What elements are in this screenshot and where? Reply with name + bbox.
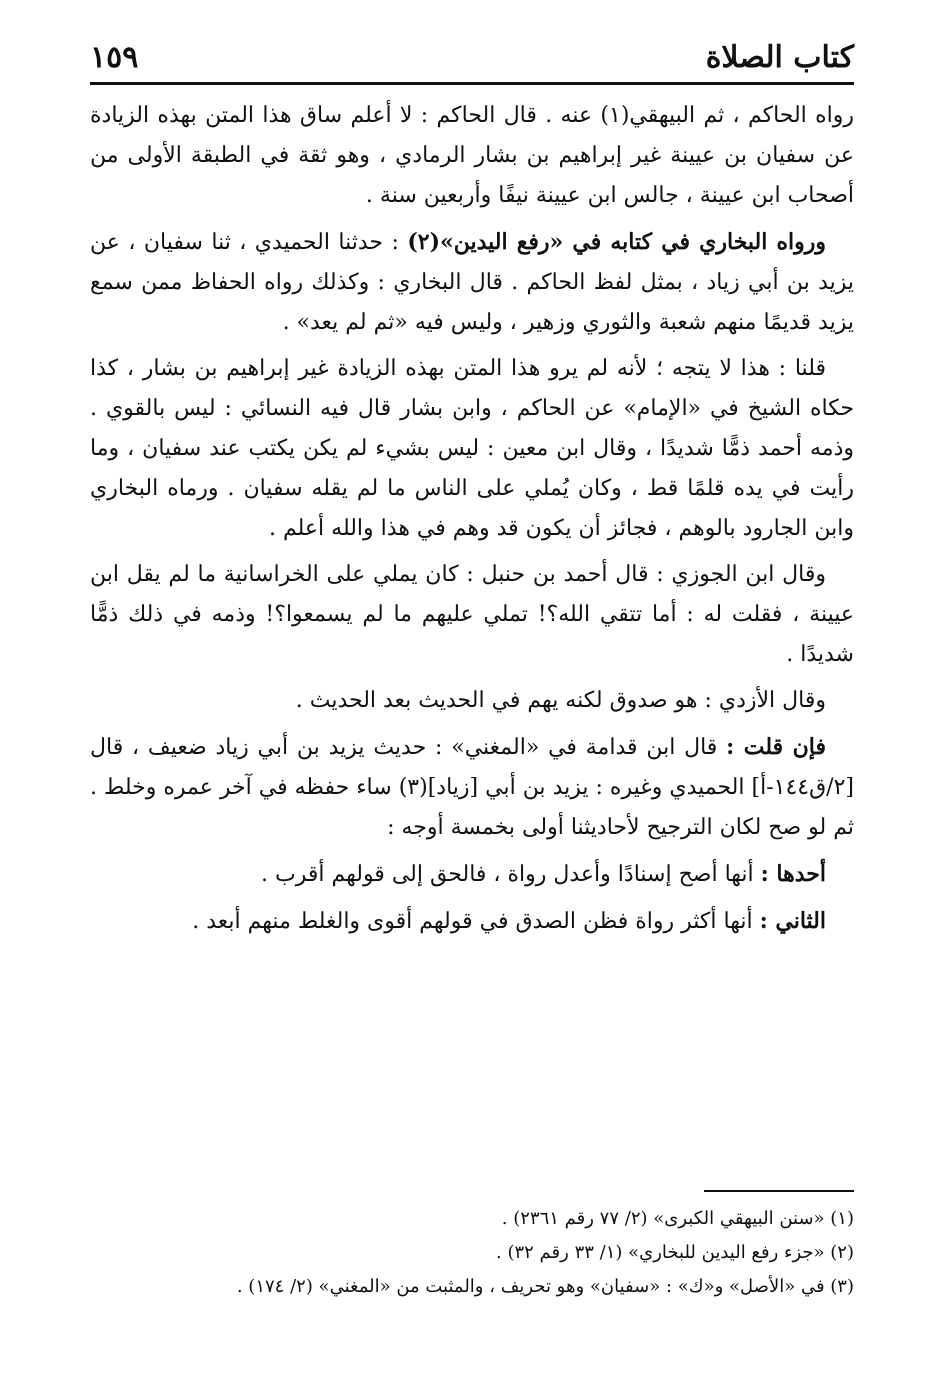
paragraph-text: : حدثنا الحميدي ، ثنا سفيان ، عن يزيد بن أبي زياد ، بمثل لفظ الحاكم . قال البخاري : وكذلك رواه الحفاظ ممن سمع يزيد قديمًا منهم شعبة والثوري وزهير ، وليس فيه «ثم لم يعد» . <box>90 230 854 335</box>
paragraph-1 <box>90 96 854 216</box>
main-text <box>90 96 854 948</box>
paragraph-4 <box>90 555 854 675</box>
paragraph-text: قال ابن قدامة في «المغني» : حديث يزيد بن أبي زياد ضعيف ، قال [٢/ق١٤٤-أ] الحميدي وغيره : يزيد بن أبي [زياد](٣) ساء حفظه في آخر عمره وخلط . ثم لو صح لكان الترجيح لأحاديثنا أولى بخمسة أوجه : <box>90 735 854 840</box>
paragraph-lead: فإن قلت : <box>726 734 826 760</box>
running-header <box>90 38 854 85</box>
chapter-title: كتاب الصلاة <box>705 40 854 75</box>
paragraph-text: أنها أكثر رواة فظن الصدق في قولهم أقوى والغلط منهم أبعد . <box>192 909 760 934</box>
paragraph-text: رواه الحاكم ، ثم البيهقي(١) عنه . قال الحاكم : لا أعلم ساق هذا المتن بهذه الزيادة عن سفيان بن عيينة غير إبراهيم بن بشار الرمادي ، وهو ثقة في الطبقة الأولى من أصحاب ابن عيينة ، جالس ابن عيينة نيفًا وأربعين سنة . <box>90 103 855 208</box>
paragraph-lead: الثاني : <box>759 908 826 934</box>
page-number: ١٥٩ <box>90 40 139 75</box>
paragraph-lead: ورواه البخاري في كتابه في «رفع اليدين»(٢) <box>407 229 826 255</box>
footnote-2: (٢) «جزء رفع اليدين للبخاري» (١/ ٣٣ رقم ٣٢) . <box>496 1242 854 1263</box>
paragraph-text: وقال الأزدي : هو صدوق لكنه يهم في الحديث بعد الحديث . <box>295 688 826 713</box>
paragraph-6 <box>90 727 854 848</box>
paragraph-text: قلنا : هذا لا يتجه ؛ لأنه لم يرو هذا المتن بهذه الزيادة غير إبراهيم بن بشار ، كذا حكاه الشيخ في «الإمام» عن الحاكم ، وابن بشار قال فيه النسائي : ليس بالقوي . وذمه أحمد ذمًّا شديدًا ، وقال ابن معين : ليس بشيء لم يكن يكتب عند سفيان ، وما رأيت في يده قلمًا قط ، وكان يُملي على الناس ما لم يقله سفيان . ورماه البخاري وابن الجارود بالوهم ، فجائز أن يكون قد وهم في هذا والله أعلم . <box>90 356 854 541</box>
paragraph-lead: أحدها : <box>760 861 826 887</box>
book-page <box>90 30 854 1352</box>
paragraph-5 <box>90 681 854 721</box>
paragraph-text: أنها أصح إسنادًا وأعدل رواة ، فالحق إلى قولهم أقرب . <box>261 862 761 887</box>
footnote-divider <box>704 1190 854 1192</box>
paragraph-8 <box>90 901 854 942</box>
footnote-3: (٣) في «الأصل» و«ك» : «سفيان» وهو تحريف ، والمثبت من «المغني» (٢/ ١٧٤) . <box>236 1276 854 1297</box>
footnote-1: (١) «سنن البيهقي الكبرى» (٢/ ٧٧ رقم ٢٣٦١) . <box>501 1208 854 1229</box>
paragraph-2 <box>90 222 854 343</box>
paragraph-text: وقال ابن الجوزي : قال أحمد بن حنبل : كان يملي على الخراسانية ما لم يقل ابن عيينة ، فقلت له : أما تتقي الله؟! تملي عليهم ما لم يسمعوا؟! وذمه في ذلك ذمًّا شديدًا . <box>90 562 854 667</box>
paragraph-3 <box>90 349 854 549</box>
footnotes <box>90 1202 854 1304</box>
paragraph-7 <box>90 854 854 895</box>
